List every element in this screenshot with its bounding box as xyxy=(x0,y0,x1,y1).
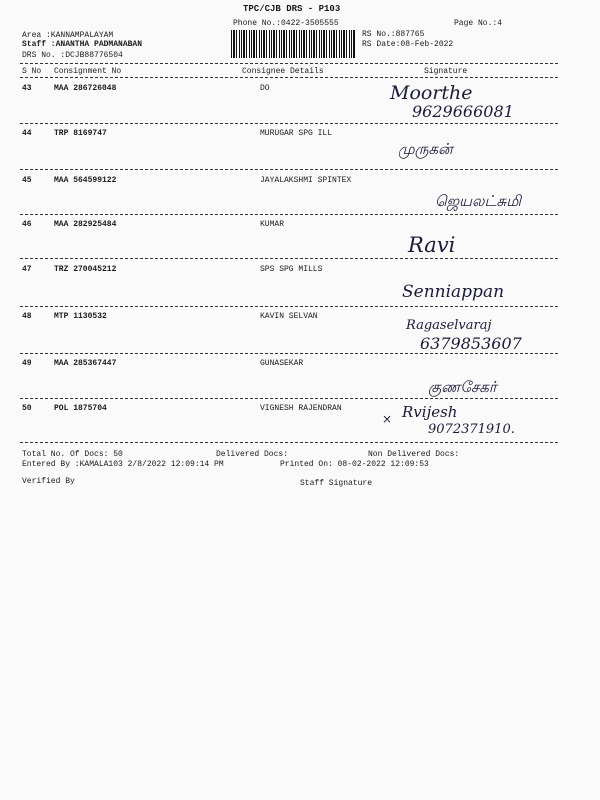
row-consignee: JAYALAKSHMI SPINTEX xyxy=(260,176,352,185)
row-consignee: KAVIN SELVAN xyxy=(260,312,318,321)
divider xyxy=(20,123,558,124)
drs-number: DRS No. :DCJB88776504 xyxy=(22,51,123,60)
row-consignee: SPS SPG MILLS xyxy=(260,265,323,274)
signature-name: Senniappan xyxy=(402,282,505,302)
divider xyxy=(20,63,558,64)
entered-by: Entered By :KAMALA103 2/8/2022 12:09:14 PM xyxy=(22,460,224,469)
signature-phone: 9072371910. xyxy=(428,422,515,437)
row-consignment: MTP 1130532 xyxy=(54,312,107,321)
signature-name: Ragaselvaraj xyxy=(406,318,492,333)
table-row xyxy=(0,129,600,169)
row-consignment: MAA 564599122 xyxy=(54,176,117,185)
signature-name: குணசேகர் xyxy=(428,378,497,396)
table-row xyxy=(0,220,600,260)
row-consignment: MAA 285367447 xyxy=(54,359,117,368)
divider xyxy=(20,306,558,307)
signature-name: முருகன் xyxy=(398,140,453,158)
row-sno: 45 xyxy=(22,176,32,185)
staff-signature-label: Staff Signature xyxy=(300,479,373,488)
column-header-sno: S No xyxy=(22,67,42,76)
row-consignee: MURUGAR SPG ILL xyxy=(260,129,333,138)
signature-phone: 9629666081 xyxy=(412,102,514,121)
signature-mark-icon: × xyxy=(382,412,393,426)
printed-on: Printed On: 08-02-2022 12:09:53 xyxy=(280,460,429,469)
area-label: Area :KANNAMPALAYAM xyxy=(22,31,114,40)
row-consignee: DO xyxy=(260,84,270,93)
signature-name: Ravi xyxy=(408,233,456,257)
row-sno: 43 xyxy=(22,84,32,93)
row-consignee: KUMAR xyxy=(260,220,285,229)
rs-date: RS Date:08-Feb-2022 xyxy=(362,40,454,49)
row-sno: 47 xyxy=(22,265,32,274)
column-header-consignment: Consignment No xyxy=(54,67,122,76)
non-delivered-docs: Non Delivered Docs: xyxy=(368,450,460,459)
divider xyxy=(20,258,558,259)
delivered-docs: Delivered Docs: xyxy=(216,450,289,459)
row-consignment: MAA 282925484 xyxy=(54,220,117,229)
row-sno: 44 xyxy=(22,129,32,138)
row-sno: 50 xyxy=(22,404,32,413)
divider xyxy=(20,77,558,78)
row-consignment: TRP 8169747 xyxy=(54,129,107,138)
phone-number: Phone No.:0422-3505555 xyxy=(233,19,339,28)
document-title: TPC/CJB DRS - P103 xyxy=(243,4,341,14)
signature-name: Moorthe xyxy=(390,82,473,104)
barcode-image xyxy=(231,30,355,58)
row-consignment: TRZ 270045212 xyxy=(54,265,117,274)
row-consignment: POL 1875704 xyxy=(54,404,107,413)
column-header-consignee: Consignee Details xyxy=(242,67,324,76)
divider xyxy=(20,353,558,354)
page-number: Page No.:4 xyxy=(454,19,503,28)
signature-name: Rvijesh xyxy=(402,403,458,421)
divider xyxy=(20,169,558,170)
signature-name: ஜெயலட்சுமி xyxy=(435,192,521,210)
staff-label: Staff :ANANTHA PADMANABAN xyxy=(22,40,143,49)
divider xyxy=(20,442,558,443)
total-docs: Total No. Of Docs: 50 xyxy=(22,450,123,459)
column-header-signature: Signature xyxy=(424,67,468,76)
verified-by: Verified By xyxy=(22,477,75,486)
table-row xyxy=(0,359,600,399)
row-consignee: GUNASEKAR xyxy=(260,359,304,368)
rs-number: RS No.:887765 xyxy=(362,30,425,39)
row-sno: 49 xyxy=(22,359,32,368)
row-sno: 48 xyxy=(22,312,32,321)
table-row xyxy=(0,265,600,305)
divider xyxy=(20,398,558,399)
row-consignee: VIGNESH RAJENDRAN xyxy=(260,404,342,413)
row-sno: 46 xyxy=(22,220,32,229)
row-consignment: MAA 286726048 xyxy=(54,84,117,93)
signature-phone: 6379853607 xyxy=(420,334,522,353)
divider xyxy=(20,214,558,215)
